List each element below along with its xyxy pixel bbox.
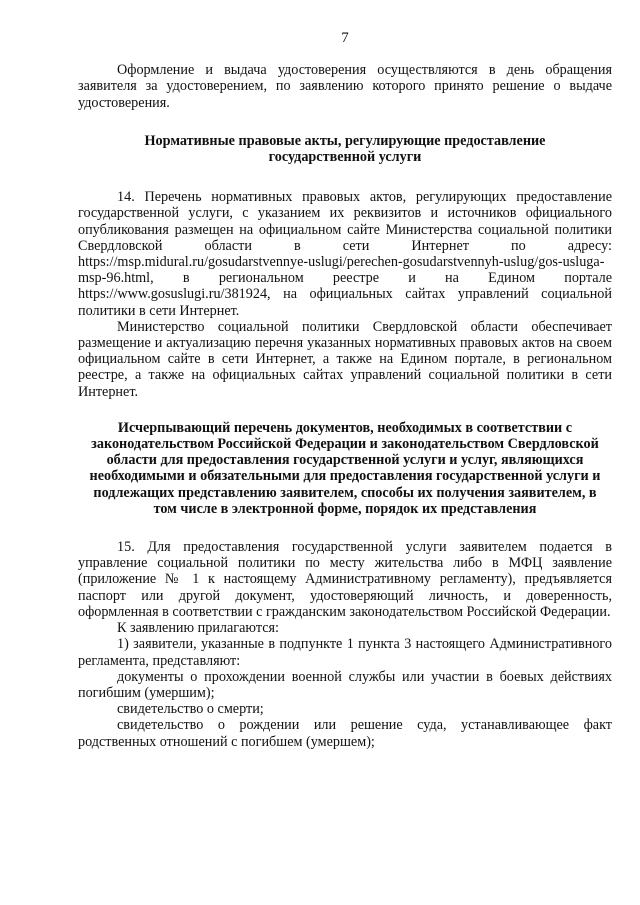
intro-paragraph: Оформление и выдача удостоверения осуществляются в день обращения заявителя за удостоверением, по заявлению которого принято решение о выдаче удостоверения. [78,62,612,111]
paragraph-14-text-mid: в региональном реестре и на Едином портале [182,270,613,287]
paragraph-14-text-end: на официальных сайтах управлений социальной политики в сети Интернет. [78,286,612,319]
paragraph-14-part-1 [78,189,612,319]
paragraph-14-text-start: 14. Перечень нормативных правовых актов, регулирующих предоставление государственной услуги, с указанием их реквизитов и источников официального опубликования размещен на официальном сайте Министерства социальной политики Свердловской области в сети Интернет по адресу: [78,189,612,254]
page-number: 7 [341,30,349,46]
paragraph-15-part-4: документы о прохождении военной службы или участии в боевых действиях погибшим (умершим); [78,668,612,701]
paragraph-15-part-3: 1) заявители, указанные в подпункте 1 пункта 3 настоящего Административного регламента, представляют: [78,636,612,669]
gosuslugi-url-link: https://www.gosuslugi.ru/381924, [78,286,271,303]
paragraph-14-part-2: Министерство социальной политики Свердловской области обеспечивает размещение и актуализацию перечня указанных нормативных правовых актов на своем официальном сайте в сети Интернет, а также на Едином портале, в региональном реестре, а также на официальных сайтах управлений социальной политики в сети Интернет. [78,318,612,400]
paragraph-15-part-2: К заявлению прилагаются: [117,620,279,637]
msp-url-link: https://msp.midural.ru/gosudarstvennye-uslugi/perechen-gosudarstvennyh-uslug/gos-usluga-msp-96.html, [78,254,605,287]
section-heading-legal-acts: Нормативные правовые акты, регулирующие предоставление государственной услуги [144,132,546,166]
document-page [78,30,612,750]
paragraph-15-part-6: свидетельство о рождении или решение суда, устанавливающее факт родственных отношений с погибшем (умершем); [78,717,612,750]
paragraph-15-part-5: свидетельство о смерти; [117,701,264,718]
paragraph-15-part-1: 15. Для предоставления государственной услуги заявителем подается в управление социальной политики по месту жительства либо в МФЦ заявление (приложение № 1 к настоящему Административному регламенту), предъявляется паспорт или другой документ, удостоверяющий личность, и доверенность, оформленная в соответствии с гражданским законодательством Российской Федерации. [78,539,612,620]
section-heading-documents-list: Исчерпывающий перечень документов, необходимых в соответствии с законодательством Российской Федерации и законодательством Свердловской области для предоставления государственной услуги и услуг, являющихся необходимыми и обязательными для предоставления государственной услуги и подлежащих представлению заявителем, способы их получения заявителем, в том числе в электронной форме, порядок их представления [89,419,601,517]
